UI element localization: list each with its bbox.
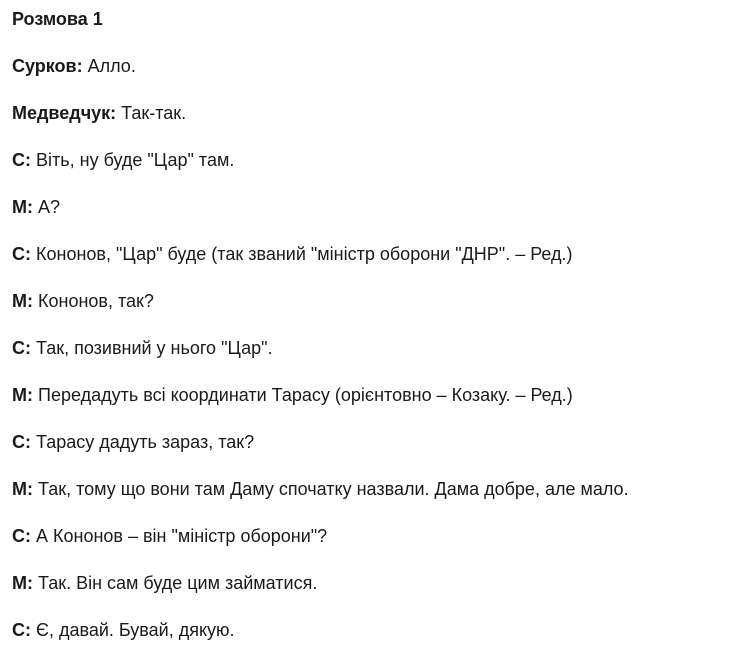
dialogue-line <box>12 102 186 124</box>
line-text: Віть, ну буде "Цар" там. <box>31 150 235 170</box>
speaker-label: Сурков: <box>12 56 83 76</box>
dialogue-line <box>12 243 573 265</box>
speaker-label: М: <box>12 197 33 217</box>
speaker-label: М: <box>12 291 33 311</box>
line-text: А Кононов – він "міністр оборони"? <box>31 526 328 546</box>
line-text: Тарасу дадуть зараз, так? <box>31 432 255 452</box>
dialogue-line <box>12 384 573 406</box>
speaker-label: М: <box>12 385 33 405</box>
line-text: Так. Він сам буде цим займатися. <box>33 573 318 593</box>
dialogue-line <box>12 196 60 218</box>
line-text: Є, давай. Бувай, дякую. <box>31 620 235 640</box>
speaker-label: М: <box>12 573 33 593</box>
speaker-label: С: <box>12 432 31 452</box>
dialogue-line <box>12 431 254 453</box>
line-text: Кононов, так? <box>33 291 154 311</box>
line-text: Так-так. <box>116 103 187 123</box>
speaker-label: С: <box>12 244 31 264</box>
line-text: Передадуть всі координати Тарасу (орієнтовно – Козаку. – Ред.) <box>33 385 573 405</box>
speaker-label: Медведчук: <box>12 103 117 123</box>
line-text: Так, тому що вони там Даму спочатку назвали. Дама добре, але мало. <box>33 479 629 499</box>
document-title: Розмова 1 <box>12 9 103 29</box>
speaker-label: С: <box>12 526 31 546</box>
dialogue-line <box>12 149 234 171</box>
line-text: Алло. <box>82 56 136 76</box>
speaker-label: С: <box>12 620 31 640</box>
dialogue-line <box>12 55 136 77</box>
speaker-label: С: <box>12 338 31 358</box>
dialogue-line <box>12 478 629 500</box>
dialogue-line <box>12 572 317 594</box>
speaker-label: М: <box>12 479 33 499</box>
dialogue-line <box>12 290 154 312</box>
line-text: Кононов, "Цар" буде (так званий "міністр оборони "ДНР". – Ред.) <box>31 244 573 264</box>
dialogue-line <box>12 619 235 641</box>
dialogue-line <box>12 525 327 547</box>
line-text: А? <box>33 197 61 217</box>
speaker-label: С: <box>12 150 31 170</box>
line-text: Так, позивний у нього "Цар". <box>31 338 273 358</box>
dialogue-line <box>12 337 273 359</box>
